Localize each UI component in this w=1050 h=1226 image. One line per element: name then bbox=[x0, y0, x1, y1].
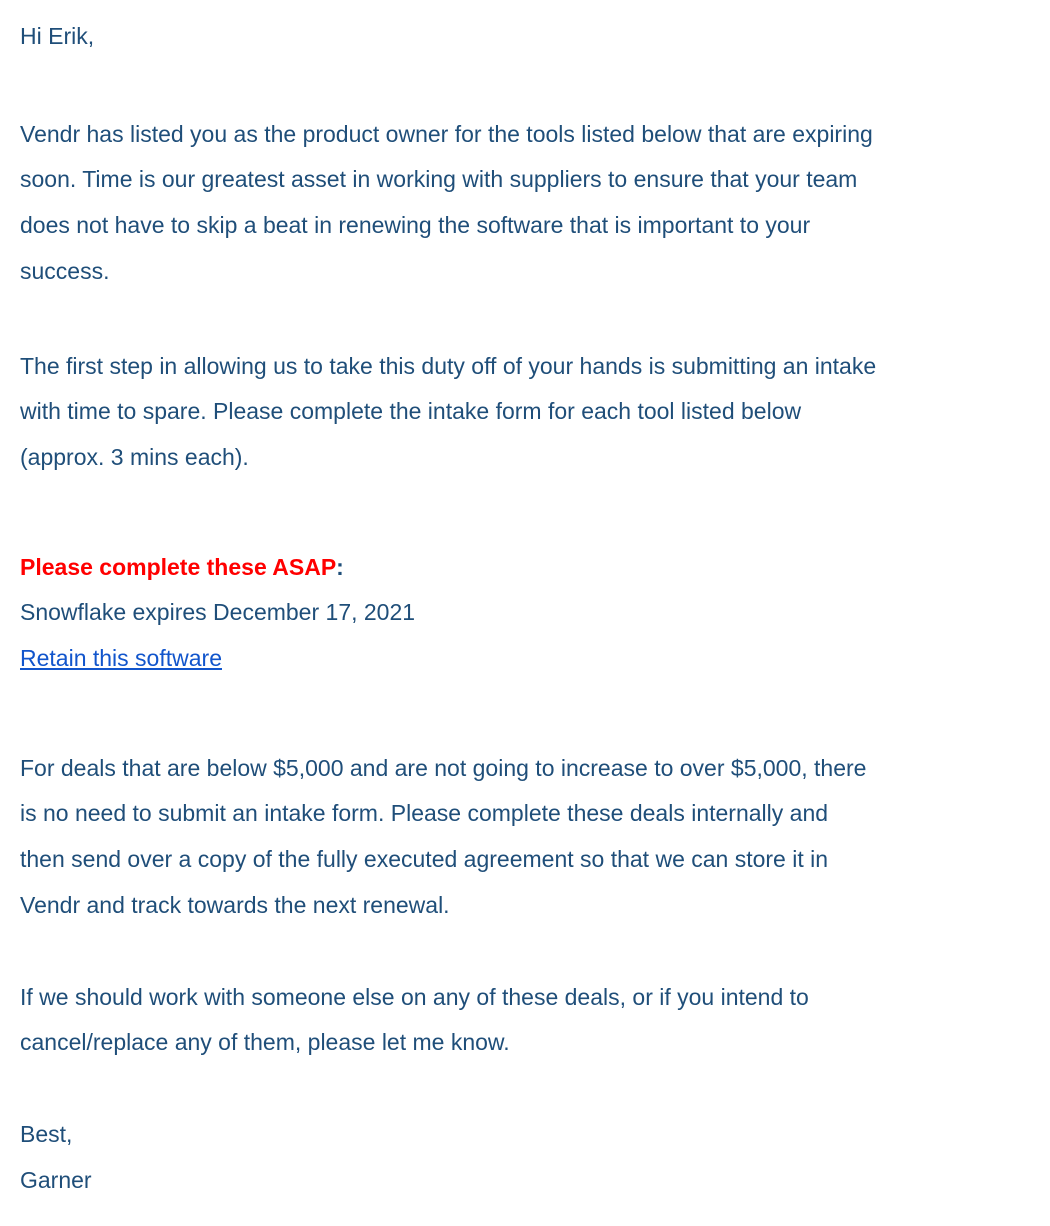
paragraph-contact bbox=[20, 975, 1030, 1066]
paragraph-intake-line-1: The first step in allowing us to take this duty off of your hands is submitting an intake bbox=[20, 352, 877, 379]
paragraph-deals-line-1: For deals that are below $5,000 and are not going to increase to over $5,000, there bbox=[20, 754, 867, 781]
greeting: Hi Erik, bbox=[20, 23, 95, 49]
paragraph-contact-line-2: cancel/replace any of them, please let me know. bbox=[20, 1029, 510, 1056]
paragraph-deals-line-2: is no need to submit an intake form. Please complete these deals internally and bbox=[20, 800, 829, 827]
asap-heading-colon: : bbox=[336, 553, 344, 580]
paragraph-contact-line-1: If we should work with someone else on any of these deals, or if you intend to bbox=[20, 983, 809, 1010]
paragraph-owner-line-1: Vendr has listed you as the product owner for the tools listed below that are expiring bbox=[20, 120, 873, 147]
paragraph-intake bbox=[20, 344, 1030, 481]
paragraph-deals bbox=[20, 746, 1030, 929]
paragraph-owner-line-3: does not have to skip a beat in renewing the software that is important to your bbox=[20, 212, 811, 239]
paragraph-owner-line-2: soon. Time is our greatest asset in working with suppliers to ensure that your team bbox=[20, 166, 858, 193]
paragraph-intake-line-2: with time to spare. Please complete the intake form for each tool listed below bbox=[20, 398, 802, 425]
asap-heading bbox=[20, 545, 1030, 591]
paragraph-deals-line-4: Vendr and track towards the next renewal. bbox=[20, 891, 450, 918]
link-line bbox=[20, 636, 1030, 682]
paragraph-intake-line-3: (approx. 3 mins each). bbox=[20, 443, 249, 470]
paragraph-owner bbox=[20, 112, 1030, 295]
paragraph-owner-line-4: success. bbox=[20, 257, 110, 284]
closing: Best, bbox=[20, 1120, 73, 1147]
paragraph-deals-line-3: then send over a copy of the fully executed agreement so that we can store it in bbox=[20, 846, 829, 873]
expiry-line: Snowflake expires December 17, 2021 bbox=[20, 599, 416, 626]
asap-heading-text: Please complete these ASAP bbox=[20, 553, 337, 580]
retain-software-link[interactable]: Retain this software bbox=[20, 645, 222, 672]
signature: Garner bbox=[20, 1166, 92, 1193]
